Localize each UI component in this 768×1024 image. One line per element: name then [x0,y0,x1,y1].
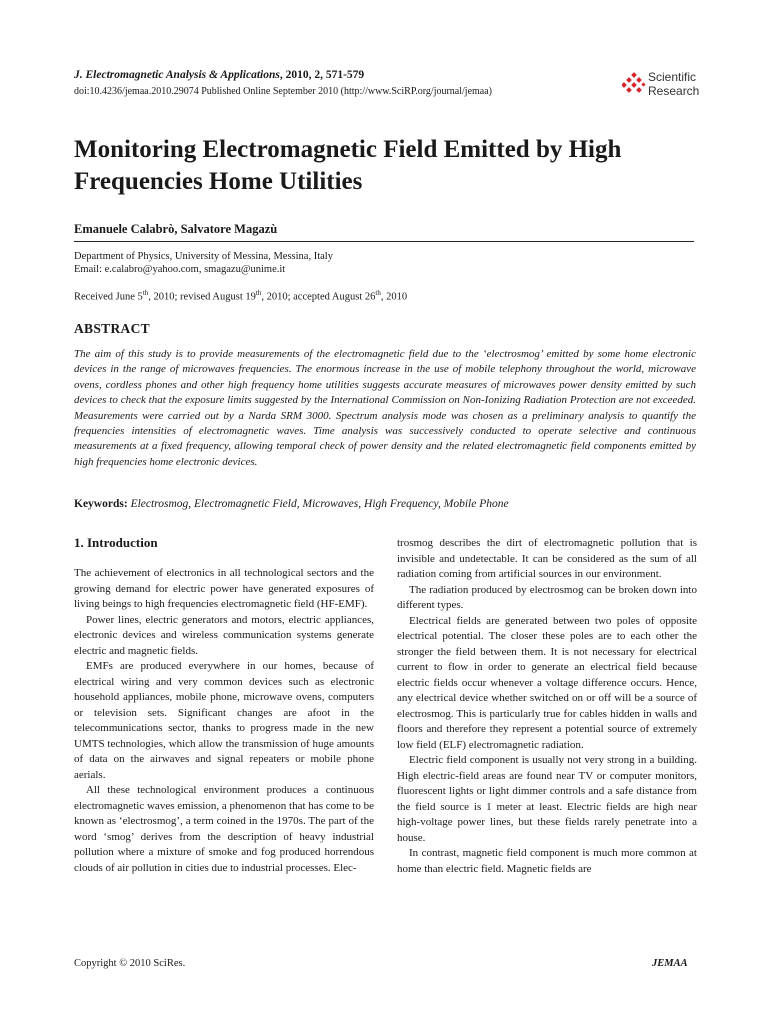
department: Department of Physics, University of Messina, Messina, Italy [74,251,333,262]
affiliation [74,250,333,276]
email-line: Email: e.calabro@yahoo.com, smagazu@unime.it [74,264,286,275]
footer-copyright: Copyright © 2010 SciRes. [74,958,186,969]
journal-name: J. Electromagnetic Analysis & Applications [74,69,280,81]
paragraph: All these technological environment produces a continuous electromagnetic waves emission, a phenomenon that has come to be known as ‘electrosmog’, a term coined in the 1970s. The part of the word ‘smog’ derives from the description of heavy industrial pollution where a mixture of smoke and fog produced horrendous clouds of air pollution in cities due to industrial processes. Elec- [74,784,374,874]
scientific-research-logo-icon [622,72,646,96]
paragraph: In contrast, magnetic field component is much more common at home than electric field. Magnetic fields are [397,847,697,875]
paragraph: Electrical fields are generated between two poles of opposite electrical potential. The closer these poles are to each other the stronger the field between them. It is not necessary for electrical current to flow in order to generate an electrical field because electric fields occur whenever a voltage difference occurs. Hence, any electrical device whether switched on or off will be a source of electrosmog. This is particularly true for cables hidden in walls and floors and therefore they represent a potential source of extremely low field (ELF) electromagnetic radiation. [397,614,697,751]
keywords-separator: : [123,498,131,510]
section-heading-introduction: 1. Introduction [74,535,158,550]
paragraph: trosmog describes the dirt of electromagnetic pollution that is invisible and undetectable. It can be considered as the sum of all radiation coming from artificial sources in our environment. [397,537,697,580]
paragraph: Electric field component is usually not very strong in a building. High electric-field areas are found near TV or computer monitors, fluorescent lights or light dimmer controls and a safe distance from the field source is 1 meter at least. Electric fields are high near high-voltage power lines, but these fields rarely penetrate into a house. [397,754,697,844]
abstract-heading: ABSTRACT [74,321,150,336]
title-divider [74,241,694,242]
journal-issue: , 2010, 2, 571-579 [279,69,365,81]
journal-citation [74,69,364,81]
accepted-text: , 2010; accepted August 26 [261,291,376,303]
abstract-text: The aim of this study is to provide measurements of the electromagnetic field due to the ‘electrosmog’ emitted by some home electronic devices in the range of microwaves frequencies. The enormous increase in the use of mobile telephony throughout the world, microwave ovens, cordless phones and other high frequency home utilities suggests accurate measures of microwaves power density emitted by such devices to check that the exposure limits suggested by the International Commission on Non-Ionizing Radiation Protection are not exceeded. Measurements were carried out by a Narda SRM 3000. Spectrum analysis mode was chosen as a preliminary analysis to quantify the frequencies intensities of electromagnetic waves. Time analysis was successively conducted to operate selective and continuous measurements at a fixed frequency, allowing temporal check of power density and the related electromagnetic field components emitted by high frequencies home electronic devices. [74,348,696,468]
body-column-right [397,536,697,877]
authors: Emanuele Calabrò, Salvatore Magazù [74,222,278,236]
footer-journal: JEMAA [652,958,688,969]
paragraph: EMFs are produced everywhere in our homes, because of electrical wiring and very common devices such as electronic household appliances, mobile phone, microwave ovens, computers or television sets. Significant changes are afoot in the telecommunications sector, thanks to progress made in the new UMTS technologies, which allow the transmission of huge amounts of data on the airwaves and signal repeaters or mobile phone aerials. [74,660,374,781]
logo-text-line1: Scientific [648,70,697,84]
received-sup: th [142,289,149,297]
logo-text-line2: Research [648,84,700,98]
paper-title: Monitoring Electromagnetic Field Emitted by High Frequencies Home Utilities [74,136,622,195]
keywords [74,498,509,510]
received-dates [74,289,407,303]
revised-text: , 2010; revised August 19 [148,291,256,303]
received-text: Received June 5 [74,291,143,303]
revised-sup: th [255,289,262,297]
accepted-sup: th [375,289,381,297]
paragraph: The radiation produced by electrosmog can be broken down into different types. [397,583,697,611]
accepted-year: , 2010 [380,291,408,303]
publisher-logo [622,70,702,102]
doi-line: doi:10.4236/jemaa.2010.29074 Published Online September 2010 (http://www.SciRP.org/journal/jemaa) [74,86,493,97]
keywords-list: Electrosmog, Electromagnetic Field, Microwaves, High Frequency, Mobile Phone [130,498,509,510]
body-column-left [74,566,374,876]
keywords-label: Keywords [74,498,124,510]
paragraph: Power lines, electric generators and motors, electric appliances, electronic devices and wireless communication systems generate electric and magnetic fields. [74,613,374,657]
paragraph: The achievement of electronics in all technological sectors and the growing demand for electric power have generated exposures of living beings to high frequencies electromagnetic field (HF-EMF). [74,567,374,610]
